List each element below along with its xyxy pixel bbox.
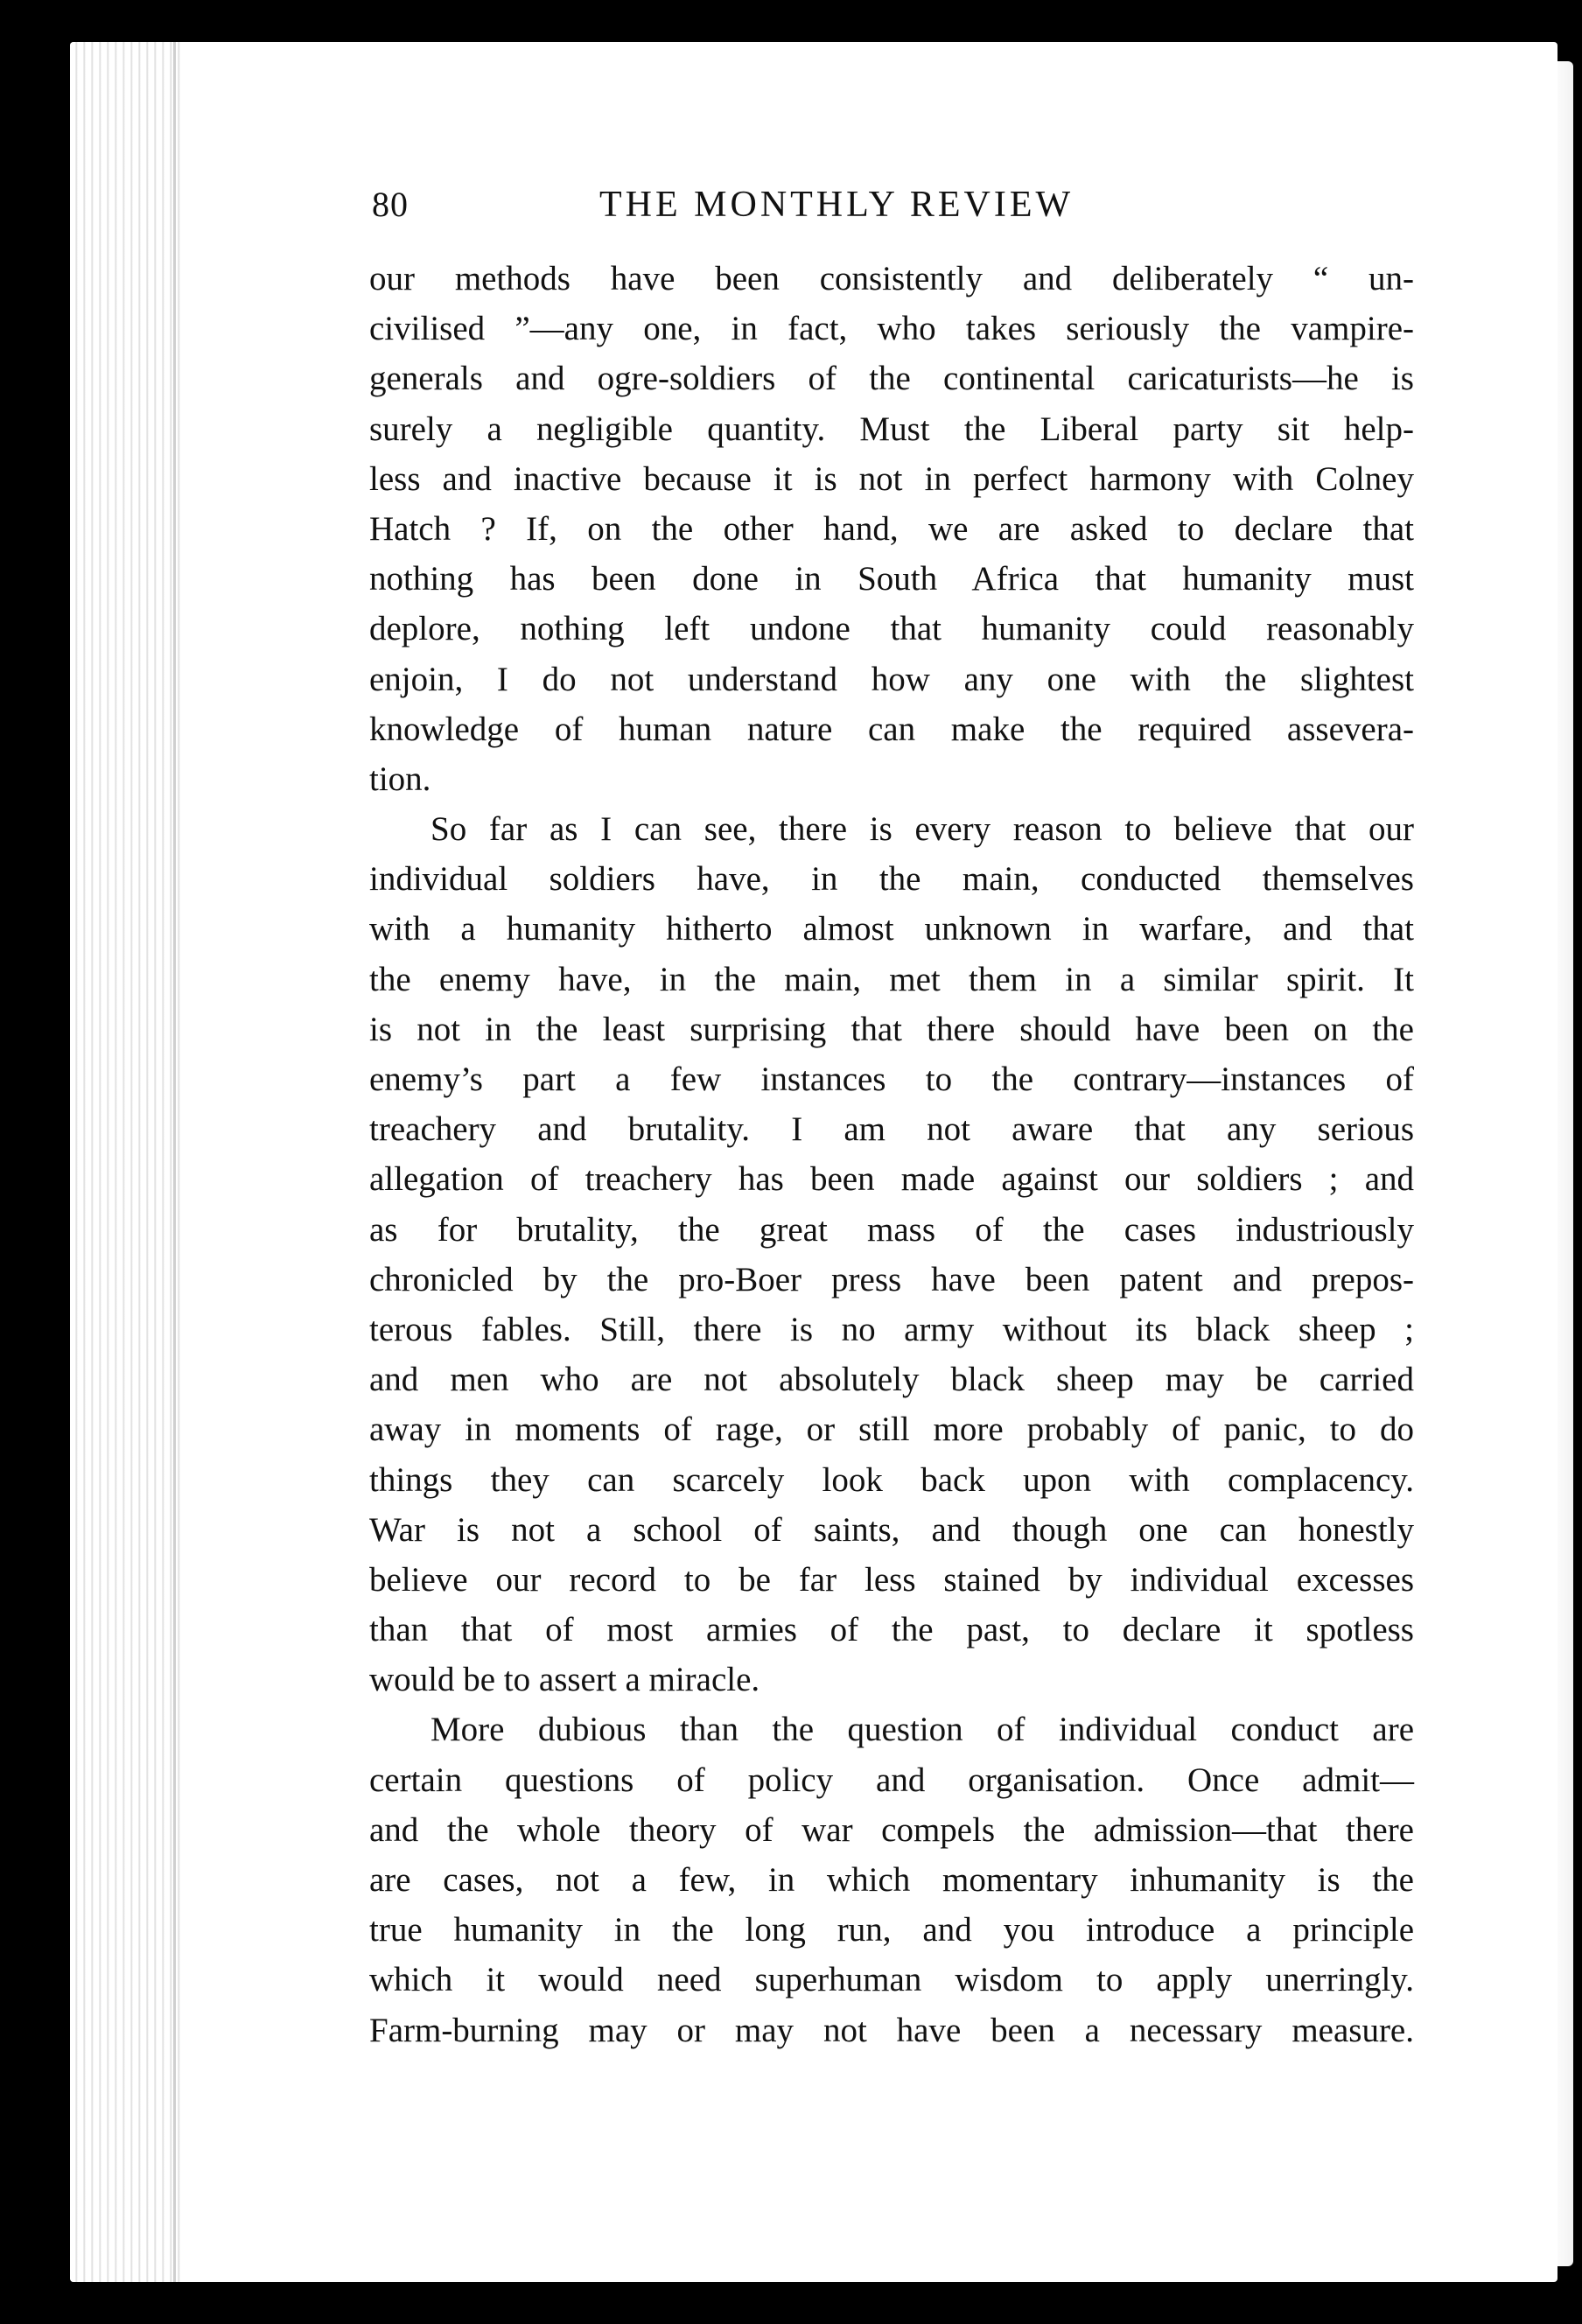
text-line: deplore, nothing left undone that humanity could reasonably xyxy=(369,610,1414,648)
text-line: enemy’s part a few instances to the contrary—instances of xyxy=(369,1060,1414,1098)
text-line: are cases, not a few, in which momentary inhumanity is the xyxy=(369,1861,1414,1899)
text-line: which it would need superhuman wisdom to apply unerringly. xyxy=(369,1961,1414,1999)
text-line: treachery and brutality. I am not aware that any serious xyxy=(369,1110,1414,1149)
page-number: 80 xyxy=(372,185,409,224)
text-line: chronicled by the pro-Boer press have been patent and prepos- xyxy=(369,1260,1414,1298)
text-line: War is not a school of saints, and though one can honestly xyxy=(369,1510,1414,1549)
text-line: surely a negligible quantity. Must the Liberal party sit help- xyxy=(369,410,1414,448)
text-line: and the whole theory of war compels the admission—that there xyxy=(369,1810,1414,1849)
text-line: less and inactive because it is not in perfect harmony with Colney xyxy=(369,459,1414,498)
text-line: nothing has been done in South Africa that humanity must xyxy=(369,560,1414,598)
running-title: THE MONTHLY REVIEW xyxy=(599,185,1074,225)
text-line: generals and ogre-soldiers of the continental caricaturists—he is xyxy=(369,360,1414,398)
text-line: So far as I can see, there is every reason to believe that our xyxy=(430,810,1414,849)
text-line: our methods have been consistently and deliberately “ un- xyxy=(369,260,1414,298)
text-line: certain questions of policy and organisation. Once admit— xyxy=(369,1760,1414,1799)
text-line: knowledge of human nature can make the required assevera- xyxy=(369,710,1414,748)
text-line: More dubious than the question of individual conduct are xyxy=(430,1711,1414,1749)
text-line: individual soldiers have, in the main, conducted themselves xyxy=(369,860,1414,899)
text-line: as for brutality, the great mass of the cases industriously xyxy=(369,1210,1414,1249)
text-line: Farm-burning may or may not have been a necessary measure. xyxy=(369,2011,1414,2049)
text-line: Hatch ? If, on the other hand, we are asked to declare that xyxy=(369,509,1414,548)
text-line: would be to assert a miracle. xyxy=(369,1661,760,1699)
body-text xyxy=(369,254,1414,2055)
text-line: the enemy have, in the main, met them in a similar spirit. It xyxy=(369,960,1414,998)
text-line: with a humanity hitherto almost unknown in warfare, and that xyxy=(369,910,1414,948)
text-line: terous fables. Still, there is no army without its black sheep ; xyxy=(369,1310,1414,1348)
text-line: allegation of treachery has been made against our soldiers ; and xyxy=(369,1160,1414,1199)
text-line: enjoin, I do not understand how any one with the slightest xyxy=(369,660,1414,698)
text-line: things they can scarcely look back upon with complacency. xyxy=(369,1460,1414,1499)
text-line: tion. xyxy=(369,760,431,798)
paragraph xyxy=(369,254,1414,804)
text-line: true humanity in the long run, and you introduce a principle xyxy=(369,1911,1414,1950)
paragraph xyxy=(369,804,1414,1704)
text-line: is not in the least surprising that there should have been on the xyxy=(369,1010,1414,1048)
text-line: and men who are not absolutely black sheep may be carried xyxy=(369,1361,1414,1399)
text-line: civilised ”—any one, in fact, who takes seriously the vampire- xyxy=(369,310,1414,348)
page-header xyxy=(372,166,1413,236)
text-line: than that of most armies of the past, to declare it spotless xyxy=(369,1611,1414,1649)
text-line: believe our record to be far less stained by individual excesses xyxy=(369,1560,1414,1599)
text-line: away in moments of rage, or still more probably of panic, to do xyxy=(369,1410,1414,1449)
page-stack-edges xyxy=(70,42,184,2282)
paragraph xyxy=(369,1704,1414,2054)
